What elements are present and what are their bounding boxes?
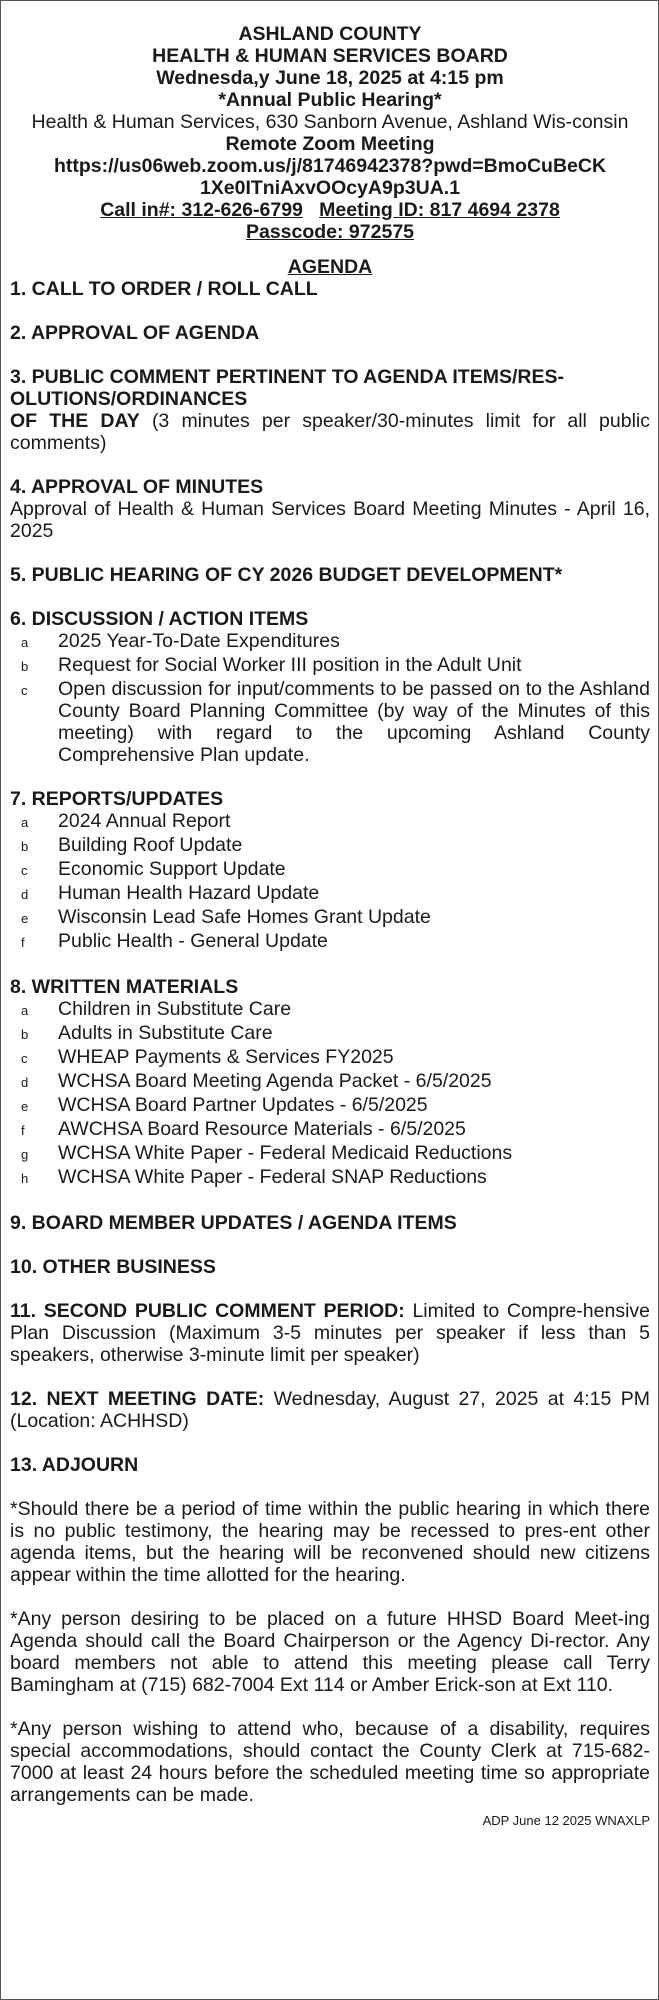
item-letter: b [21,1027,29,1042]
section-4-text: Approval of Health & Human Services Board Meeting Minutes - April 16, 2025 [10,498,650,542]
item-letter: a [21,635,29,650]
list-item [10,630,650,654]
section-3-body [10,410,650,454]
item-text: Human Health Hazard Update [58,882,320,904]
section-7-items [10,810,650,954]
list-item [10,1094,650,1118]
item-letter: c [21,863,28,878]
passcode: Passcode: 972575 [245,221,415,243]
section-7-heading: 7. REPORTS/UPDATES [10,788,224,810]
item-letter: c [21,683,28,698]
item-text: WCHSA Board Meeting Agenda Packet - 6/5/2025 [58,1070,492,1092]
section-8 [10,976,650,1190]
list-item [10,1142,650,1166]
section-10: 10. OTHER BUSINESS [10,1256,216,1278]
item-letter: a [21,1003,29,1018]
section-11-heading: 11. SECOND PUBLIC COMMENT PERIOD: [10,1300,405,1322]
item-text: Wisconsin Lead Safe Homes Grant Update [58,906,431,928]
list-item [10,1070,650,1094]
item-text: Open discussion for input/comments to be passed on to the Ashland County Board Planning Committee (by way of the Minutes of this meeting) with regard to the upcoming Ashland County Comprehensive Plan update. [58,678,650,766]
section-4-heading: 4. APPROVAL OF MINUTES [10,476,264,498]
section-8-heading: 8. WRITTEN MATERIALS [10,976,239,998]
list-item [10,678,650,766]
item-letter: d [21,887,29,902]
section-2: 2. APPROVAL OF AGENDA [10,322,260,344]
item-letter: e [21,1099,29,1114]
item-text: Adults in Substitute Care [58,1022,273,1044]
section-12 [10,1388,650,1432]
list-item [10,834,650,858]
list-item [10,906,650,930]
item-text: WCHSA Board Partner Updates - 6/5/2025 [58,1094,428,1116]
item-letter: f [21,1123,25,1138]
item-letter: h [21,1171,29,1186]
hearing-note: *Should there be a period of time within the public hearing in which there is no public testimony, the hearing may be recessed to pres-ent other agenda items, but the hearing will be reconvened should new citizens appear within the time allotted for the hearing. [10,1498,650,1586]
section-3 [10,366,650,454]
item-letter: b [21,659,29,674]
section-8-items [10,998,650,1190]
agenda-title: AGENDA [287,256,373,278]
item-letter: d [21,1075,29,1090]
list-item [10,882,650,906]
item-text: Request for Social Worker III position in the Adult Unit [58,654,522,676]
notice-header [10,23,650,243]
list-item [10,1118,650,1142]
list-item [10,1166,650,1190]
meeting-date: Wednesda,y June 18, 2025 at 4:15 pm [156,67,504,89]
section-3-heading: 3. PUBLIC COMMENT PERTINENT TO AGENDA ITEMS/RES-OLUTIONS/ORDINANCES [10,366,564,410]
item-text: 2025 Year-To-Date Expenditures [58,630,340,652]
section-3-heading-cont: OF THE DAY [10,410,140,432]
item-text: Children in Substitute Care [58,998,292,1020]
item-letter: a [21,815,29,830]
section-13: 13. ADJOURN [10,1454,139,1476]
call-in-number: Call in#: 312-626-6799 [100,199,303,221]
list-item [10,930,650,954]
list-item [10,810,650,834]
item-text: Building Roof Update [58,834,243,856]
section-5: 5. PUBLIC HEARING OF CY 2026 BUDGET DEVELOPMENT* [10,564,563,586]
item-letter: c [21,1051,28,1066]
zoom-url-line1: https://us06web.zoom.us/j/81746942378?pwd=BmoCuBeCK [53,155,607,177]
item-text: AWCHSA Board Resource Materials - 6/5/2025 [58,1118,466,1140]
section-11 [10,1300,650,1366]
publication-tag: ADP June 12 2025 WNAXLP [482,1813,650,1828]
item-letter: f [21,935,25,950]
list-item [10,998,650,1022]
section-1: 1. CALL TO ORDER / ROLL CALL [10,278,318,300]
item-letter: g [21,1147,29,1162]
item-text: Public Health - General Update [58,930,328,952]
section-6 [10,608,650,766]
section-12-text: Wednesday, August 27, 2025 at 4:15 PM (Location: ACHHSD) [10,1388,650,1432]
zoom-url-line2: 1Xe0ITniAxvOOcyA9p3UA.1 [199,177,461,199]
list-item [10,654,650,678]
section-12-heading: 12. NEXT MEETING DATE: [10,1388,265,1410]
section-6-items [10,630,650,766]
hearing-label: *Annual Public Hearing* [218,89,442,111]
county-name: ASHLAND COUNTY [238,23,422,45]
section-11-text: Limited to Compre-hensive Plan Discussion (Maximum 3-5 minutes per speaker if less than 5 speakers, otherwise 3-minute limit per speaker) [10,1300,650,1366]
item-letter: e [21,911,29,926]
section-6-heading: 6. DISCUSSION / ACTION ITEMS [10,608,309,630]
item-text: WHEAP Payments & Services FY2025 [58,1046,394,1068]
section-4 [10,476,650,542]
call-in-line [10,199,650,221]
item-letter: b [21,839,29,854]
item-text: WCHSA White Paper - Federal Medicaid Reductions [58,1142,513,1164]
section-9: 9. BOARD MEMBER UPDATES / AGENDA ITEMS [10,1212,457,1234]
item-text: WCHSA White Paper - Federal SNAP Reductions [58,1166,487,1188]
list-item [10,1046,650,1070]
item-text: Economic Support Update [58,858,286,880]
board-name: HEALTH & HUMAN SERVICES BOARD [152,45,508,67]
notice-content [10,23,650,1830]
meeting-location: Health & Human Services, 630 Sanborn Avenue, Ashland Wis-consin [31,111,629,133]
meeting-id: Meeting ID: 817 4694 2378 [319,199,560,221]
section-3-text: (3 minutes per speaker/30-minutes limit for all public comments) [10,410,650,454]
agenda-request-note: *Any person desiring to be placed on a future HHSD Board Meet-ing Agenda should call the Board Chairperson or the Agency Di-rector. Any board members not able to attend this meeting please call Terry Bamingham at (715) 682-7004 Ext 114 or Amber Erick-son at Ext 110. [10,1608,650,1696]
accessibility-note: *Any person wishing to attend who, because of a disability, requires special accommodations, should contact the County Clerk at 715-682-7000 at least 24 hours before the scheduled meeting time so appropriate arrangements can be made. [10,1718,650,1806]
list-item [10,1022,650,1046]
section-7 [10,788,650,954]
list-item [10,858,650,882]
remote-label: Remote Zoom Meeting [225,133,435,155]
item-text: 2024 Annual Report [58,810,231,832]
